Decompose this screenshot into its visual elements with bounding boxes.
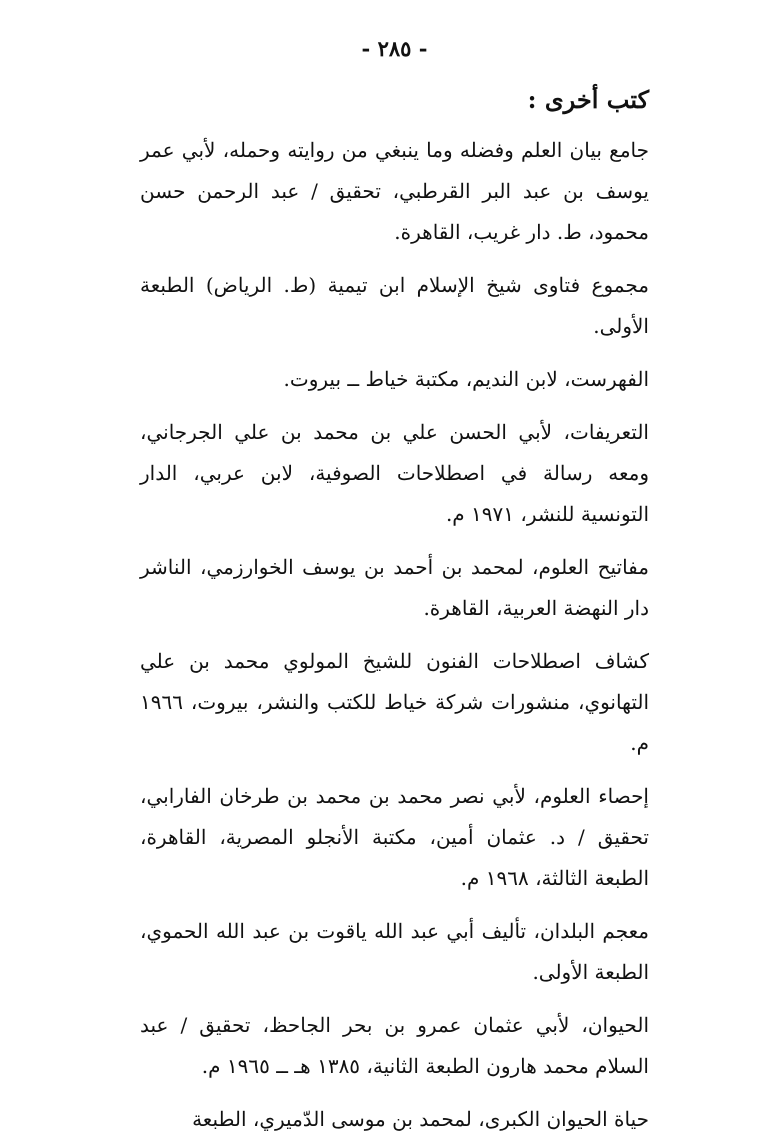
section-title: كتب أخرى :	[527, 85, 649, 114]
bibliography-entry: الحيوان، لأبي عثمان عمرو بن بحر الجاحظ، تحقيق / عبد السلام محمد هارون الطبعة الثانية، ١٣٨٥ هـ ــ ١٩٦٥ م.	[140, 1013, 649, 1078]
bibliography-entry: مفاتيح العلوم، لمحمد بن أحمد بن يوسف الخوارزمي، الناشر دار النهضة العربية، القاهرة.	[140, 555, 649, 620]
bibliography-entry: إحصاء العلوم، لأبي نصر محمد بن محمد بن طرخان الفارابي، تحقيق / د. عثمان أمين، مكتبة الأنجلو المصرية، القاهرة، الطبعة الثالثة، ١٩٦٨ م.	[140, 784, 649, 890]
bibliography-entry: كشاف اصطلاحات الفنون للشيخ المولوي محمد بن علي التهانوي، منشورات شركة خياط للكتب والنشر، بيروت، ١٩٦٦ م.	[140, 649, 649, 755]
bibliography-entry: التعريفات، لأبي الحسن علي بن محمد بن علي الجرجاني، ومعه رسالة في اصطلاحات الصوفية، لابن عربي، الدار التونسية للنشر، ١٩٧١ م.	[140, 420, 649, 526]
page-number: - ٢٨٥ -	[361, 36, 428, 61]
bibliography-entry: الفهرست، لابن النديم، مكتبة خياط ــ بيروت.	[283, 367, 649, 391]
bibliography-entry: حياة الحيوان الكبرى، لمحمد بن موسى الدّميري، الطبعة	[192, 1107, 649, 1131]
bibliography-entry: جامع بيان العلم وفضله وما ينبغي من روايته وحمله، لأبي عمر يوسف بن عبد البر القرطبي، تحقيق / عبد الرحمن حسن محمود، ط. دار غريب، القاهرة.	[140, 138, 649, 244]
bibliography-entry: مجموع فتاوى شيخ الإسلام ابن تيمية (ط. الرياض) الطبعة الأولى.	[140, 273, 649, 338]
bibliography-entry: معجم البلدان، تأليف أبي عبد الله ياقوت بن عبد الله الحموي، الطبعة الأولى.	[140, 919, 649, 984]
